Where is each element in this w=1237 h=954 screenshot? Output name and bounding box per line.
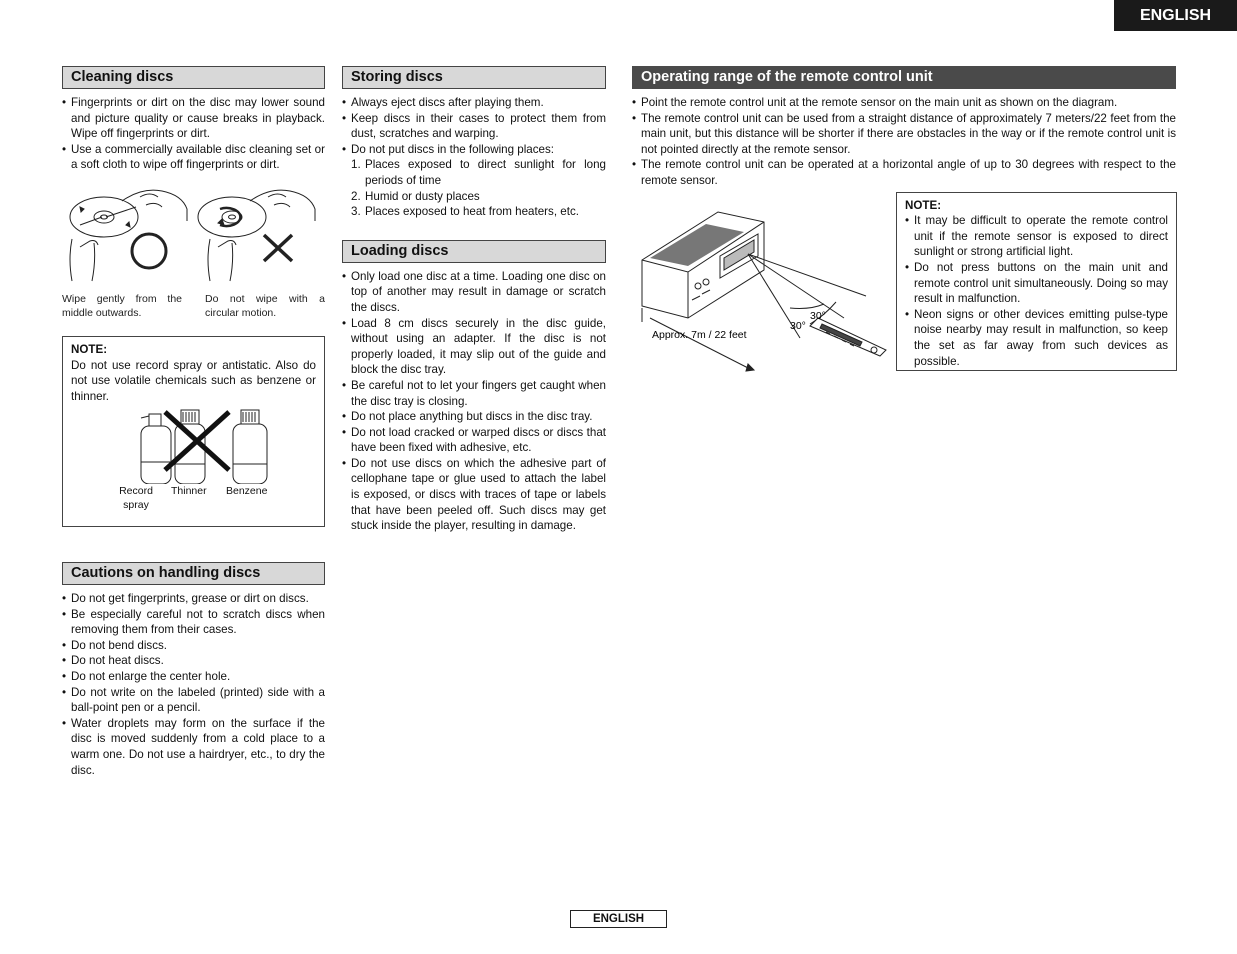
loading-list <box>342 269 606 534</box>
label-thinner: Thinner <box>171 485 207 498</box>
caption-wipe-outward: Wipe gently from the middle outwards. <box>62 292 182 319</box>
remote-range-diagram <box>640 200 890 380</box>
list-item: • It may be difficult to operate the remote control unit if the remote sensor is exposed to direct sunlight or strong artificial light. <box>905 213 1168 260</box>
list-item: • Do not write on the labeled (printed) side with a ball-point pen or a pencil. <box>62 685 325 716</box>
note-box-remote <box>896 192 1177 371</box>
loading-discs-heading: Loading discs <box>342 240 606 263</box>
incorrect-wipe-figure <box>198 190 315 281</box>
list-item: • Do not heat discs. <box>62 653 325 669</box>
angle-label-lower: 30° <box>790 319 806 332</box>
list-item: • Only load one disc at a time. Loading one disc on top of another may result in damage or scratch the discs. <box>342 269 606 316</box>
remote-list <box>632 95 1176 189</box>
angle-label-upper: 30° <box>810 309 826 322</box>
list-item: • Do not place anything but discs in the disc tray. <box>342 409 606 425</box>
cleaning-list <box>62 95 325 173</box>
cautions-heading: Cautions on handling discs <box>62 562 325 585</box>
correct-wipe-figure <box>70 190 187 281</box>
list-item: • Do not get fingerprints, grease or dirt on discs. <box>62 591 325 607</box>
note-title: NOTE: <box>71 342 108 356</box>
list-item: • Do not press buttons on the main unit and remote control unit simultaneously. Doing so may result in malfunction. <box>905 260 1168 307</box>
list-item: 3. Places exposed to heat from heaters, etc. <box>351 205 579 219</box>
list-item: • Fingerprints or dirt on the disc may lower sound and picture quality or cause breaks in playback. Wipe off fingerprints or dirt. <box>62 95 325 142</box>
list-item: • Always eject discs after playing them. <box>342 95 606 111</box>
cautions-list <box>62 591 325 778</box>
storing-discs-heading: Storing discs <box>342 66 606 89</box>
footer-language-tab: ENGLISH <box>570 910 667 928</box>
note-box-chemicals <box>62 336 325 527</box>
list-item: • Load 8 cm discs securely in the disc guide, without using an adapter. If the disc is not properly loaded, it may slip out of the guide and block the disc tray. <box>342 316 606 378</box>
places-list <box>342 157 606 219</box>
list-item: • Do not bend discs. <box>62 638 325 654</box>
language-tab: ENGLISH <box>1114 0 1237 31</box>
list-item: • Do not use discs on which the adhesive part of cellophane tape or glue used to attach the label is exposed, or discs with traces of tape or labels that have been peeled off. Such discs may get stuck inside the player, resulting in damage. <box>342 456 606 534</box>
note-text: Do not use record spray or antistatic. Also do not use volatile chemicals such as benzene or thinner. <box>71 358 316 403</box>
column-1 <box>62 66 325 778</box>
distance-label: Approx. 7m / 22 feet <box>652 328 747 341</box>
list-item: • Water droplets may form on the surface if the disc is moved suddenly from a cold place to a warm one. Do not use a hairdryer, etc., to dry the disc. <box>62 716 325 778</box>
list-item: • Be especially careful not to scratch discs when removing them from their cases. <box>62 607 325 638</box>
caption-no-circular: Do not wipe with a circular motion. <box>205 292 325 319</box>
list-item: • Do not enlarge the center hole. <box>62 669 325 685</box>
list-item: • Neon signs or other devices emitting pulse-type noise nearby may result in malfunction, so keep the set as far away from such devices as possible. <box>905 307 1168 369</box>
label-benzene: Benzene <box>226 485 268 498</box>
note-list <box>905 213 1168 369</box>
storing-list <box>342 95 606 157</box>
list-item: • The remote control unit can be operated at a horizontal angle of up to 30 degrees with respect to the remote sensor. <box>632 157 1176 188</box>
disc-cleaning-illustration <box>62 187 325 292</box>
list-item: • Do not put discs in the following places: <box>342 142 606 158</box>
column-3 <box>632 66 1176 372</box>
label-record-spray: Record spray <box>119 485 153 512</box>
list-item: • Do not load cracked or warped discs or discs that have been fixed with adhesive, etc. <box>342 425 606 456</box>
list-item: 2. Humid or dusty places <box>351 189 480 203</box>
list-item: • Use a commercially available disc cleaning set or a soft cloth to wipe off fingerprints or dirt. <box>62 142 325 173</box>
note-title: NOTE: <box>905 198 942 212</box>
list-item: • Keep discs in their cases to protect them from dust, scratches and warping. <box>342 111 606 142</box>
remote-range-heading: Operating range of the remote control unit <box>632 66 1176 89</box>
list-item: 1. Places exposed to direct sunlight for long periods of time <box>351 158 606 187</box>
chemicals-illustration <box>129 406 289 484</box>
cleaning-discs-heading: Cleaning discs <box>62 66 325 89</box>
list-item: • The remote control unit can be used from a straight distance of approximately 7 meters/22 feet from the main unit, but this distance will be shorter if there are obstacles in the way or if the remote control unit is not pointed directly at the remote sensor. <box>632 111 1176 158</box>
column-2 <box>342 66 606 534</box>
list-item: • Be careful not to let your fingers get caught when the disc tray is closing. <box>342 378 606 409</box>
list-item: • Point the remote control unit at the remote sensor on the main unit as shown on the diagram. <box>632 95 1176 111</box>
